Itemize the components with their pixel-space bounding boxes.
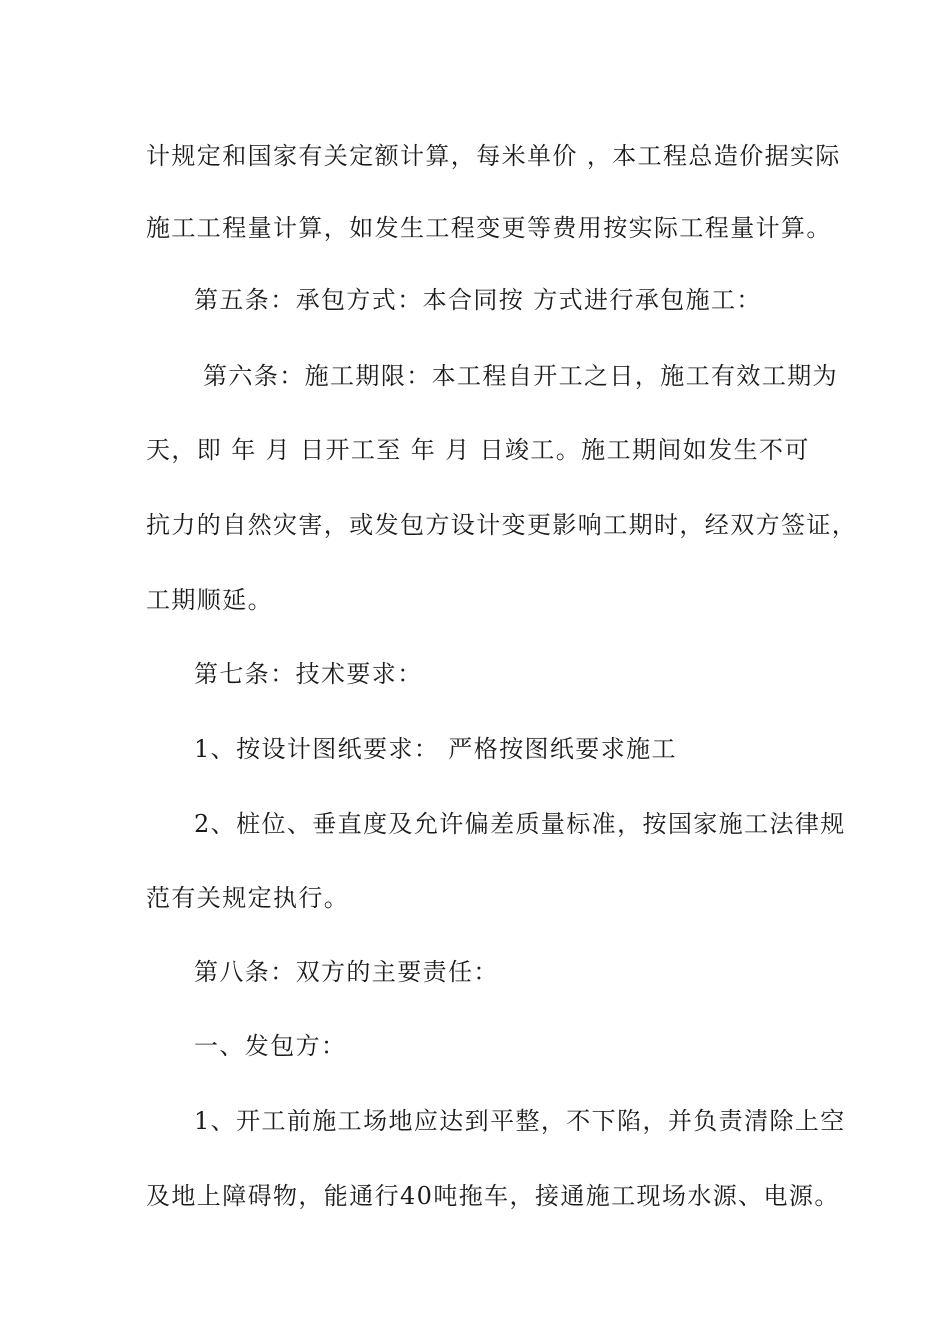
text-line-9: 1、按设计图纸要求： 严格按图纸要求施工 <box>194 735 677 763</box>
text-line-12: 第八条：双方的主要责任： <box>194 958 499 986</box>
text-line-14: 1、开工前施工场地应达到平整，不下陷，并负责清除上空 <box>194 1107 846 1135</box>
text-line-1: 计规定和国家有关定额计算，每米单价 ，本工程总造价据实际 <box>146 142 841 170</box>
text-line-5: 天，即 年 月 日开工至 年 月 日竣工。施工期间如发生不可 <box>146 436 810 464</box>
text-line-3: 第五条：承包方式：本合同按 方式进行承包施工： <box>194 286 762 314</box>
text-line-11: 范有关规定执行。 <box>146 884 350 912</box>
text-line-2: 施工工程量计算，如发生工程变更等费用按实际工程量计算。 <box>146 214 832 242</box>
text-line-13: 一、发包方： <box>194 1032 347 1060</box>
text-line-4: 第六条：施工期限：本工程自开工之日，施工有效工期为 <box>194 362 839 390</box>
text-line-6: 抗力的自然灾害，或发包方设计变更影响工期时，经双方签证， <box>146 511 858 539</box>
text-line-10: 2、桩位、垂直度及允许偏差质量标准，按国家施工法律规 <box>194 810 846 838</box>
text-line-8: 第七条：技术要求： <box>194 660 423 688</box>
text-line-7: 工期顺延。 <box>146 586 273 614</box>
text-line-15: 及地上障碍物，能通行40吨拖车，接通施工现场水源、电源。 <box>146 1182 840 1210</box>
